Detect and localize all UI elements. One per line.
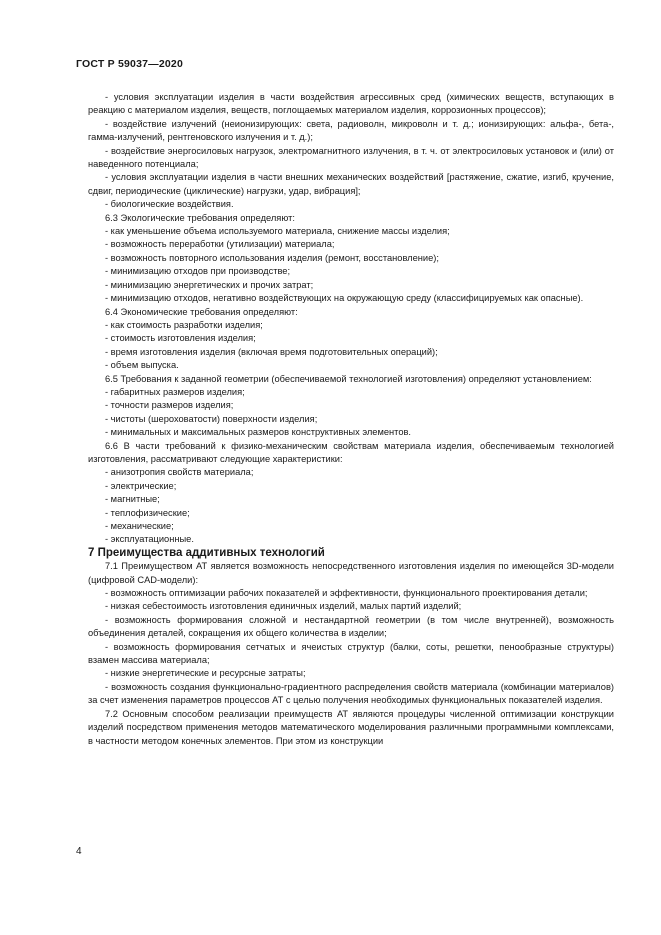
- paragraph: - как стоимость разработки изделия;: [105, 319, 263, 330]
- paragraph: - чистоты (шероховатости) поверхности изделия;: [105, 413, 318, 424]
- standard-header: ГОСТ Р 59037—2020: [76, 58, 184, 70]
- paragraph: - как уменьшение объема используемого материала, снижение массы изделия;: [105, 226, 450, 237]
- paragraph: - минимизацию отходов при производстве;: [105, 266, 291, 277]
- paragraph: - объем выпуска.: [105, 360, 179, 371]
- paragraph: - магнитные;: [105, 494, 160, 505]
- paragraph: - воздействие излучений (неионизирующих: света, радиоволн, микроволн и т. д.; ионизирующих: альфа-, бета-, гамма-излучений, рентгеновского излучения и т. д.);: [88, 118, 614, 143]
- paragraph: 6.3 Экологические требования определяют:: [105, 212, 295, 223]
- paragraph: 6.6 В части требований к физико-механическим свойствам материала изделия, обеспечиваемым технологией изготовления, рассматривают следующие характеристики:: [88, 440, 614, 464]
- paragraph: - анизотропия свойств материала;: [105, 467, 254, 478]
- paragraph: - время изготовления изделия (включая время подготовительных операций);: [105, 346, 438, 357]
- paragraph: - минимальных и максимальных размеров конструктивных элементов.: [105, 427, 412, 438]
- paragraph: 7.1 Преимуществом АТ является возможность непосредственного изготовления изделия по имеющейся 3D-модели (цифровой CAD-модели):: [88, 561, 614, 585]
- paragraph: - биологические воздействия.: [105, 199, 234, 210]
- paragraph: - возможность формирования сложной и нестандартной геометрии (в том числе внутренней), возможность объединения деталей, сокращения их общего количества в изделии;: [88, 614, 614, 639]
- paragraph: - возможность переработки (утилизации) материала;: [105, 239, 335, 250]
- paragraph: - электрические;: [105, 480, 177, 491]
- paragraph: - теплофизические;: [105, 507, 190, 518]
- paragraph: - возможность формирования сетчатых и ячеистых структур (балки, соты, решетки, пенообразные структуры) взамен массива материала;: [88, 641, 614, 666]
- paragraph: - стоимость изготовления изделия;: [105, 333, 256, 344]
- section-title: 7 Преимущества аддитивных технологий: [88, 546, 325, 559]
- paragraph: 6.5 Требования к заданной геометрии (обеспечиваемой технологией изготовления) определяют установлением:: [105, 373, 592, 384]
- paragraph: - возможность повторного использования изделия (ремонт, восстановление);: [105, 252, 439, 263]
- paragraph: 6.4 Экономические требования определяют:: [105, 306, 298, 317]
- paragraph: - минимизацию отходов, негативно воздействующих на окружающую среду (классифицируемых как опасные).: [105, 293, 584, 304]
- paragraph: - условия эксплуатации изделия в части воздействия агрессивных сред (химических веществ, вступающих в реакцию с материалом изделия, веществ, поглощаемых материалом изделия, коррозионных процессов);: [88, 92, 614, 116]
- paragraph: - эксплуатационные.: [105, 534, 194, 545]
- paragraph: - возможность оптимизации рабочих показателей и эффективности, функционального проектирования детали;: [105, 588, 588, 599]
- paragraph: - условия эксплуатации изделия в части внешних механических воздействий [растяжение, сжатие, изгиб, кручение, сдвиг, периодические (циклические) нагрузки, удар, вибрация];: [88, 172, 614, 196]
- paragraph: 7.2 Основным способом реализации преимуществ АТ являются процедуры численной оптимизации конструкции изделий посредством применения методов математического моделирования различными программными комплексами, в частности методом конечных элементов. При этом из конструкции: [88, 708, 614, 746]
- paragraph: - низкая себестоимость изготовления единичных изделий, малых партий изделий;: [105, 601, 462, 612]
- paragraph: - габаритных размеров изделия;: [105, 386, 245, 397]
- paragraph: - воздействие энергосиловых нагрузок, электромагнитного излучения, в т. ч. от электросиловых установок и (или) от наведенного потенциала;: [88, 145, 614, 170]
- paragraph: - минимизацию энергетических и прочих затрат;: [105, 279, 314, 290]
- page-number: 4: [76, 846, 82, 857]
- paragraph: - низкие энергетические и ресурсные затраты;: [105, 668, 306, 679]
- paragraph: - точности размеров изделия;: [105, 400, 234, 411]
- document-body: [88, 91, 614, 748]
- paragraph: - механические;: [105, 521, 174, 531]
- paragraph: - возможность создания функционально-градиентного распределения свойств материала (комбинации материалов) за счет изменения параметров процессов АТ с целью получения необходимых функциональных показателей изделия.: [88, 681, 614, 706]
